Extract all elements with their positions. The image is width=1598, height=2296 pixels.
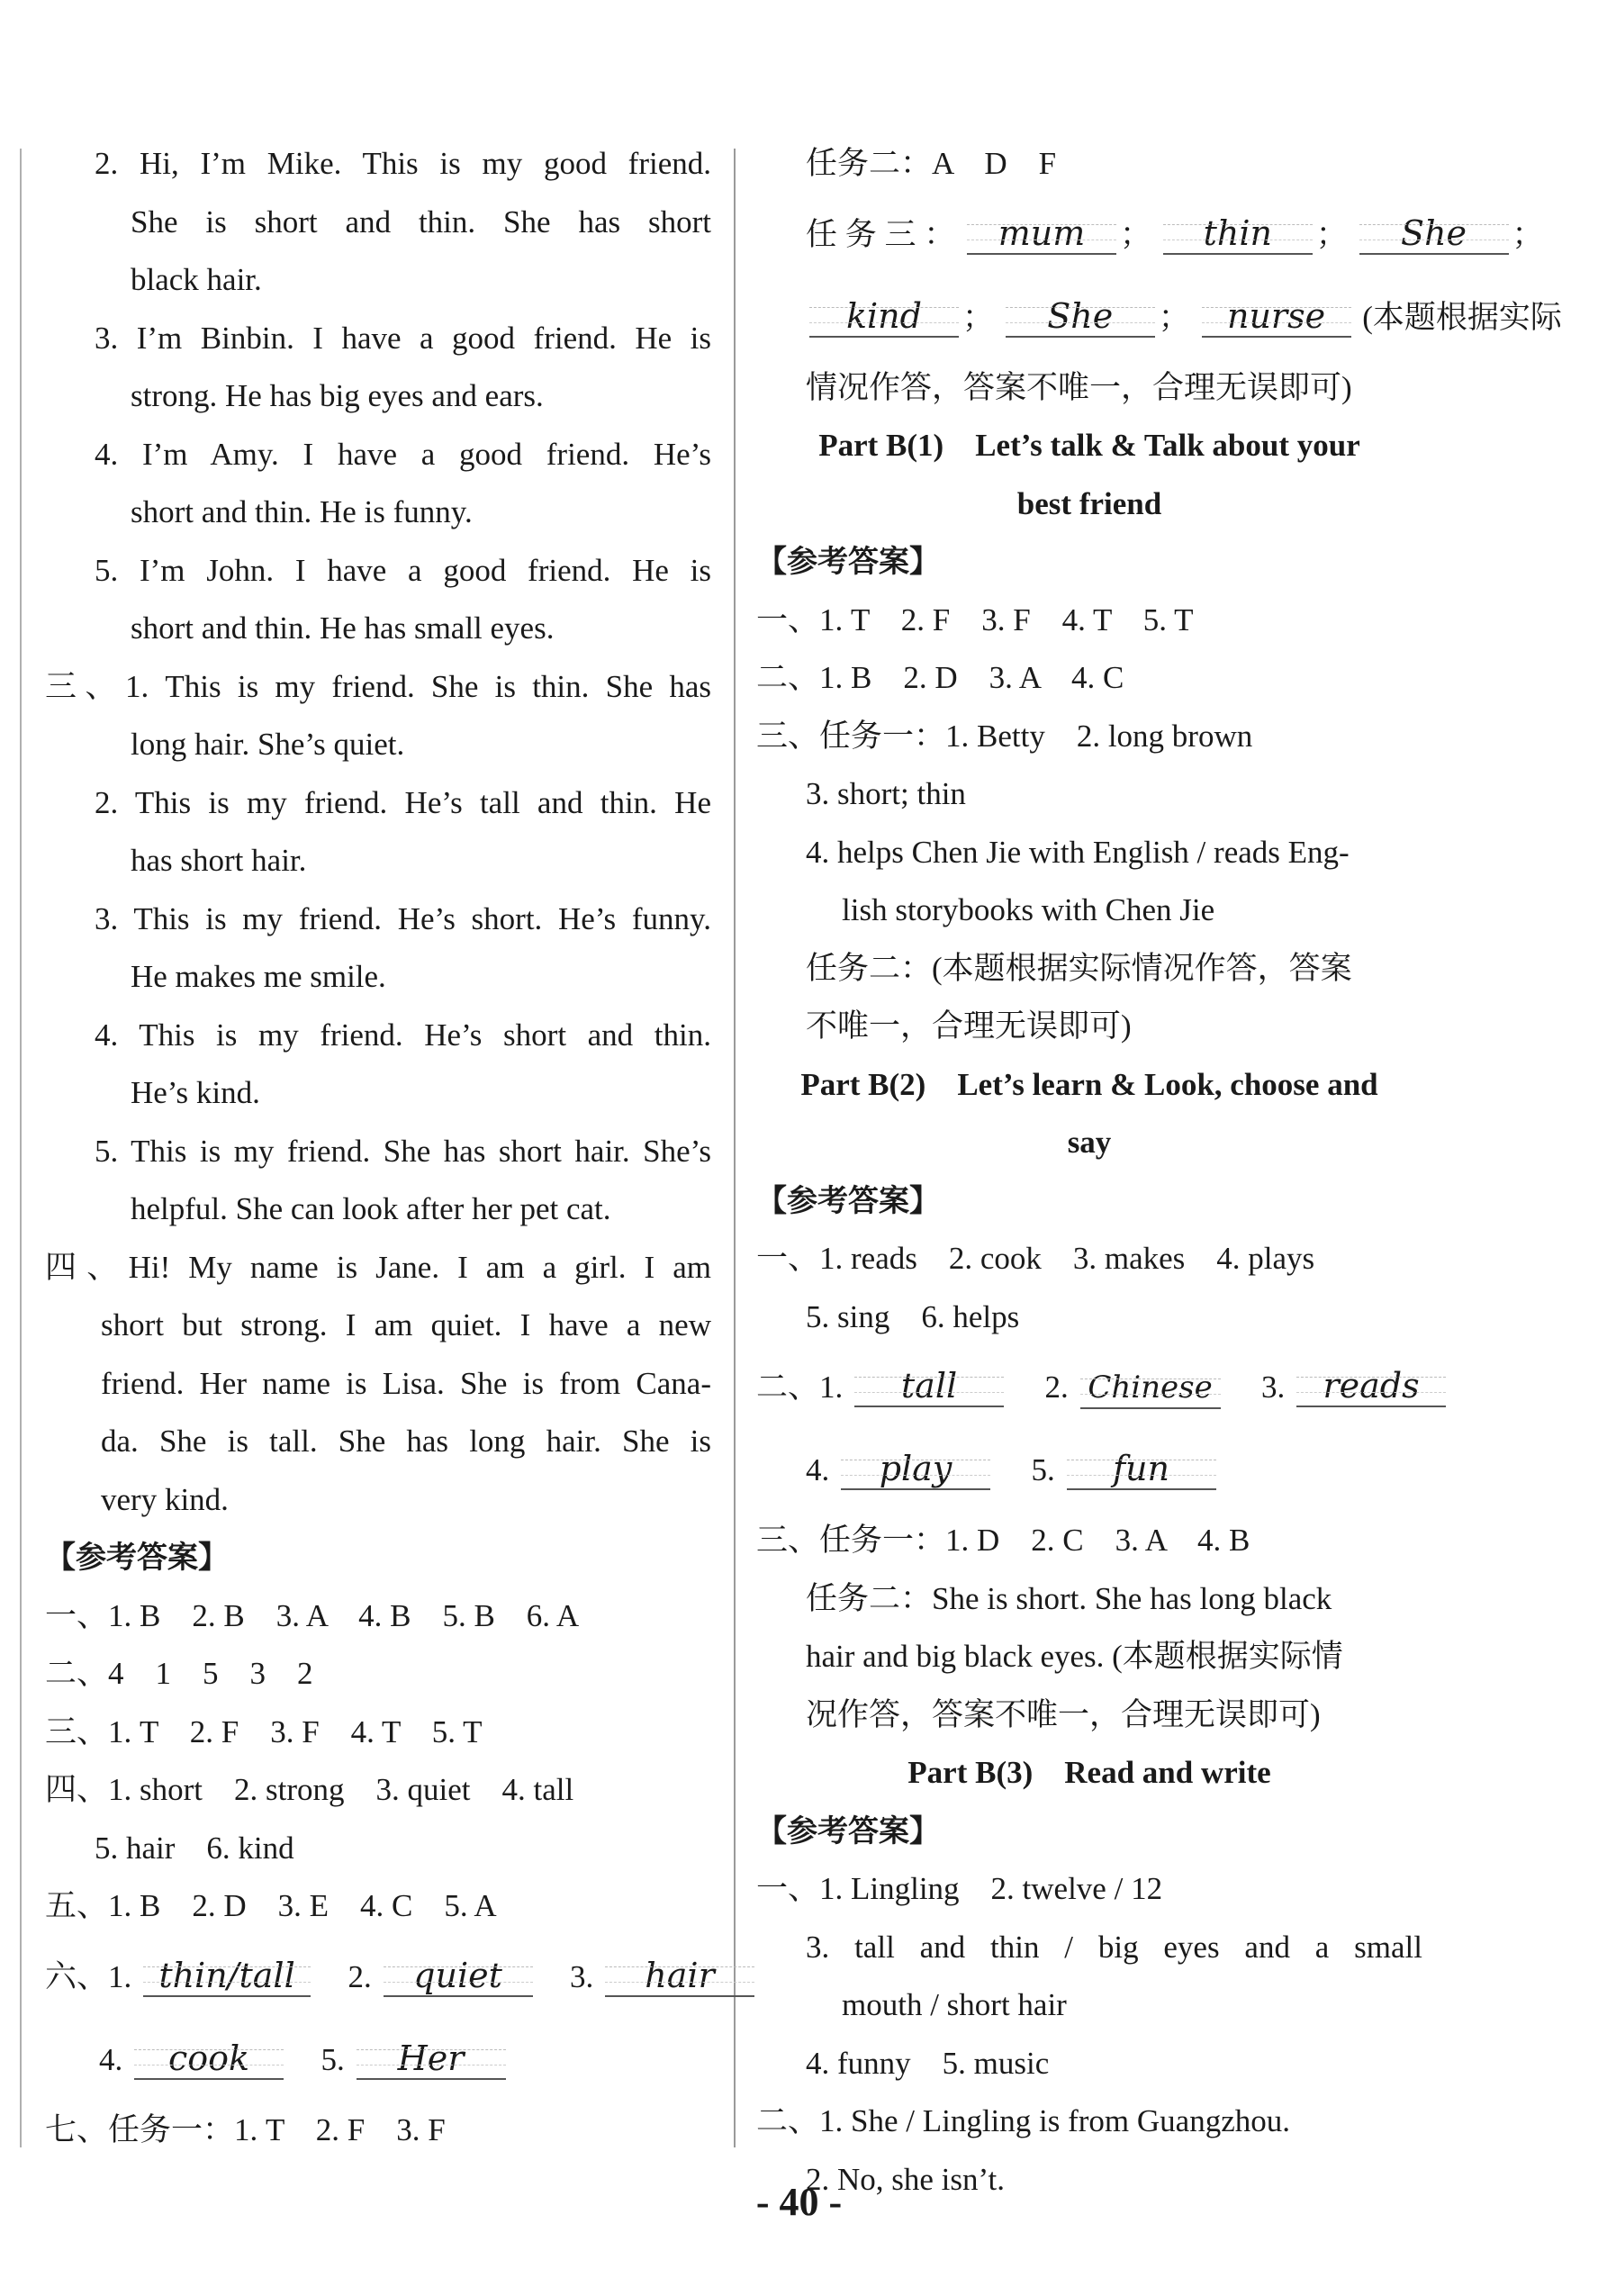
handwritten-answer: quiet <box>384 1956 533 1997</box>
answer-heading: 【参考答案】 <box>45 1540 229 1576</box>
handwritten-answer: hair <box>605 1956 754 1997</box>
item-number: 2. <box>1044 1369 1069 1405</box>
answer-line: 任务二：She is short. She has long black <box>806 1580 1332 1616</box>
handwriting-answer-row <box>756 1346 1422 1429</box>
left-margin-rule <box>20 149 22 2147</box>
answer-line: 3. tall and thin / big eyes and a small <box>806 1929 1422 1965</box>
answer-line: 2. No, she isn’t. <box>806 2161 1006 2197</box>
text-line: short and thin. He has small eyes. <box>131 610 555 646</box>
text-line: 三、1. This is my friend. She is thin. She has <box>45 668 711 704</box>
answer-line: 二、4 1 5 3 2 <box>45 1656 313 1691</box>
item-number: 5. <box>321 2041 345 2077</box>
answer-line: 任务二：(本题根据实际情况作答，答案 <box>806 950 1352 986</box>
handwriting-answer-row <box>756 1429 1422 1512</box>
text-line: very kind. <box>101 1481 229 1517</box>
section-heading: Part B(1) Let’s talk & Talk about your <box>818 428 1360 463</box>
answer-heading: 【参考答案】 <box>756 544 940 580</box>
handwritten-answer: She <box>1359 213 1509 255</box>
answer-line: 四、1. short 2. strong 3. quiet 4. tall <box>45 1772 574 1807</box>
handwritten-answer: Chinese <box>1080 1368 1221 1409</box>
text-line: She is short and thin. She has short <box>131 203 711 240</box>
section-heading: say <box>1067 1125 1112 1160</box>
answer-line: 一、1. T 2. F 3. F 4. T 5. T <box>756 601 1194 637</box>
column-divider <box>734 149 736 2147</box>
handwritten-answer: cook <box>134 2038 284 2080</box>
handwritten-answer: kind <box>809 296 959 338</box>
right-column <box>756 135 1562 2209</box>
answer-line: 二、1. She / Lingling is from Guangzhou. <box>756 2103 1291 2138</box>
answer-line: 5. sing 6. helps <box>806 1298 1020 1334</box>
left-column <box>45 135 715 2159</box>
handwritten-answer: mum <box>967 213 1116 255</box>
text-line: 四、Hi! My name is Jane. I am a girl. I am <box>45 1249 711 1285</box>
item-number: 3. <box>570 1958 594 1994</box>
handwritten-answer: tall <box>854 1366 1004 1407</box>
text-line: da. She is tall. She has long hair. She is <box>101 1424 711 1459</box>
item-number: 5. <box>1031 1452 1055 1487</box>
section-heading: Part B(2) Let’s learn & Look, choose and <box>800 1066 1378 1102</box>
text-line: 2. Hi, I’m Mike. This is my good friend. <box>95 146 711 181</box>
answer-line: 4. funny 5. music <box>806 2045 1050 2081</box>
text-line: He makes me smile. <box>131 959 386 994</box>
text-line: short and thin. He is funny. <box>131 494 473 529</box>
section-heading: Part B(3) Read and write <box>907 1755 1271 1790</box>
item-number: 3. <box>1261 1369 1286 1405</box>
handwriting-answer-row <box>45 2019 711 2102</box>
handwritten-answer: She <box>1006 296 1155 338</box>
answer-line: 三、任务一：1. D 2. C 3. A 4. B <box>756 1523 1250 1558</box>
note-text: (本题根据实际 <box>1362 299 1562 335</box>
answer-line: 七、任务一：1. T 2. F 3. F <box>45 2111 446 2147</box>
answer-line: 不唯一，合理无误即可) <box>806 1008 1132 1044</box>
text-line: 情况作答，答案不唯一，合理无误即可) <box>806 369 1352 405</box>
text-line: 4. I’m Amy. I have a good friend. He’s <box>95 436 711 472</box>
text-line: friend. Her name is Lisa. She is from Cana- <box>101 1365 711 1401</box>
answer-line: 一、1. reads 2. cook 3. makes 4. plays <box>756 1241 1315 1276</box>
text-line: has short hair. <box>131 843 307 878</box>
answer-line: 三、1. T 2. F 3. F 4. T 5. T <box>45 1713 483 1749</box>
text-line: strong. He has big eyes and ears. <box>131 378 544 413</box>
text-line: He’s kind. <box>131 1075 260 1110</box>
handwritten-answer: nurse <box>1202 296 1351 338</box>
answer-line: 三、任务一：1. Betty 2. long brown <box>756 718 1253 754</box>
text-line: 5. This is my friend. She has short hair. She’s <box>95 1133 711 1169</box>
answer-line: 任务二：A D F <box>806 146 1057 181</box>
answer-line: 一、1. B 2. B 3. A 4. B 5. B 6. A <box>45 1597 580 1633</box>
handwritten-answer: thin <box>1163 213 1313 255</box>
answer-line: 况作答，答案不唯一，合理无误即可) <box>806 1696 1321 1732</box>
text-line: 3. This is my friend. He’s short. He’s funny. <box>95 900 711 936</box>
handwritten-answer: thin/tall <box>143 1956 311 1997</box>
handwriting-answer-row: kind ； She ； nurse (本题根据实际 <box>756 276 1422 359</box>
text-line: 5. I’m John. I have a good friend. He is <box>95 552 711 588</box>
answer-line: 五、1. B 2. D 3. E 4. C 5. A <box>45 1888 497 1923</box>
handwritten-answer: Her <box>357 2038 506 2080</box>
answer-line: 5. hair 6. kind <box>95 1830 294 1866</box>
page-number: - 40 - <box>755 2180 843 2224</box>
answer-line: hair and big black eyes. (本题根据实际情 <box>806 1639 1343 1674</box>
answer-heading: 【参考答案】 <box>756 1182 940 1219</box>
answer-line: 二、1. B 2. D 3. A 4. C <box>756 660 1124 695</box>
answer-line: 4. helps Chen Jie with English / reads Eng- <box>806 834 1350 870</box>
text-line: 3. I’m Binbin. I have a good friend. He is <box>95 320 711 356</box>
item-label: 任 务 三 ： <box>806 216 956 252</box>
section-heading: best friend <box>1016 485 1162 521</box>
answer-heading: 【参考答案】 <box>756 1812 940 1849</box>
handwritten-answer: play <box>841 1449 990 1490</box>
text-line: helpful. She can look after her pet cat. <box>131 1191 611 1226</box>
item-number: 六、1. <box>45 1958 132 1994</box>
handwriting-answer-row <box>45 1936 715 2019</box>
text-line: black hair. <box>131 262 262 297</box>
item-number: 二、1. <box>756 1369 844 1405</box>
text-line: short but strong. I am quiet. I have a new <box>101 1307 711 1342</box>
answer-line: mouth / short hair <box>842 1987 1067 2022</box>
text-line: long hair. She’s quiet. <box>131 727 405 762</box>
item-number: 4. <box>99 2041 123 2077</box>
answer-line: lish storybooks with Chen Jie <box>842 892 1215 927</box>
handwriting-answer-row: 任 务 三 ： mum ； thin ； She ； <box>806 212 1544 253</box>
handwritten-answer: fun <box>1067 1449 1216 1490</box>
text-line: 2. This is my friend. He’s tall and thin. He <box>95 784 711 820</box>
answer-line: 3. short; thin <box>806 776 966 811</box>
handwritten-answer: reads <box>1296 1366 1446 1407</box>
text-line: 4. This is my friend. He’s short and thin. <box>95 1017 711 1053</box>
answer-line: 一、1. Lingling 2. twelve / 12 <box>756 1871 1163 1906</box>
item-number: 2. <box>348 1958 372 1994</box>
item-number: 4. <box>806 1452 830 1487</box>
